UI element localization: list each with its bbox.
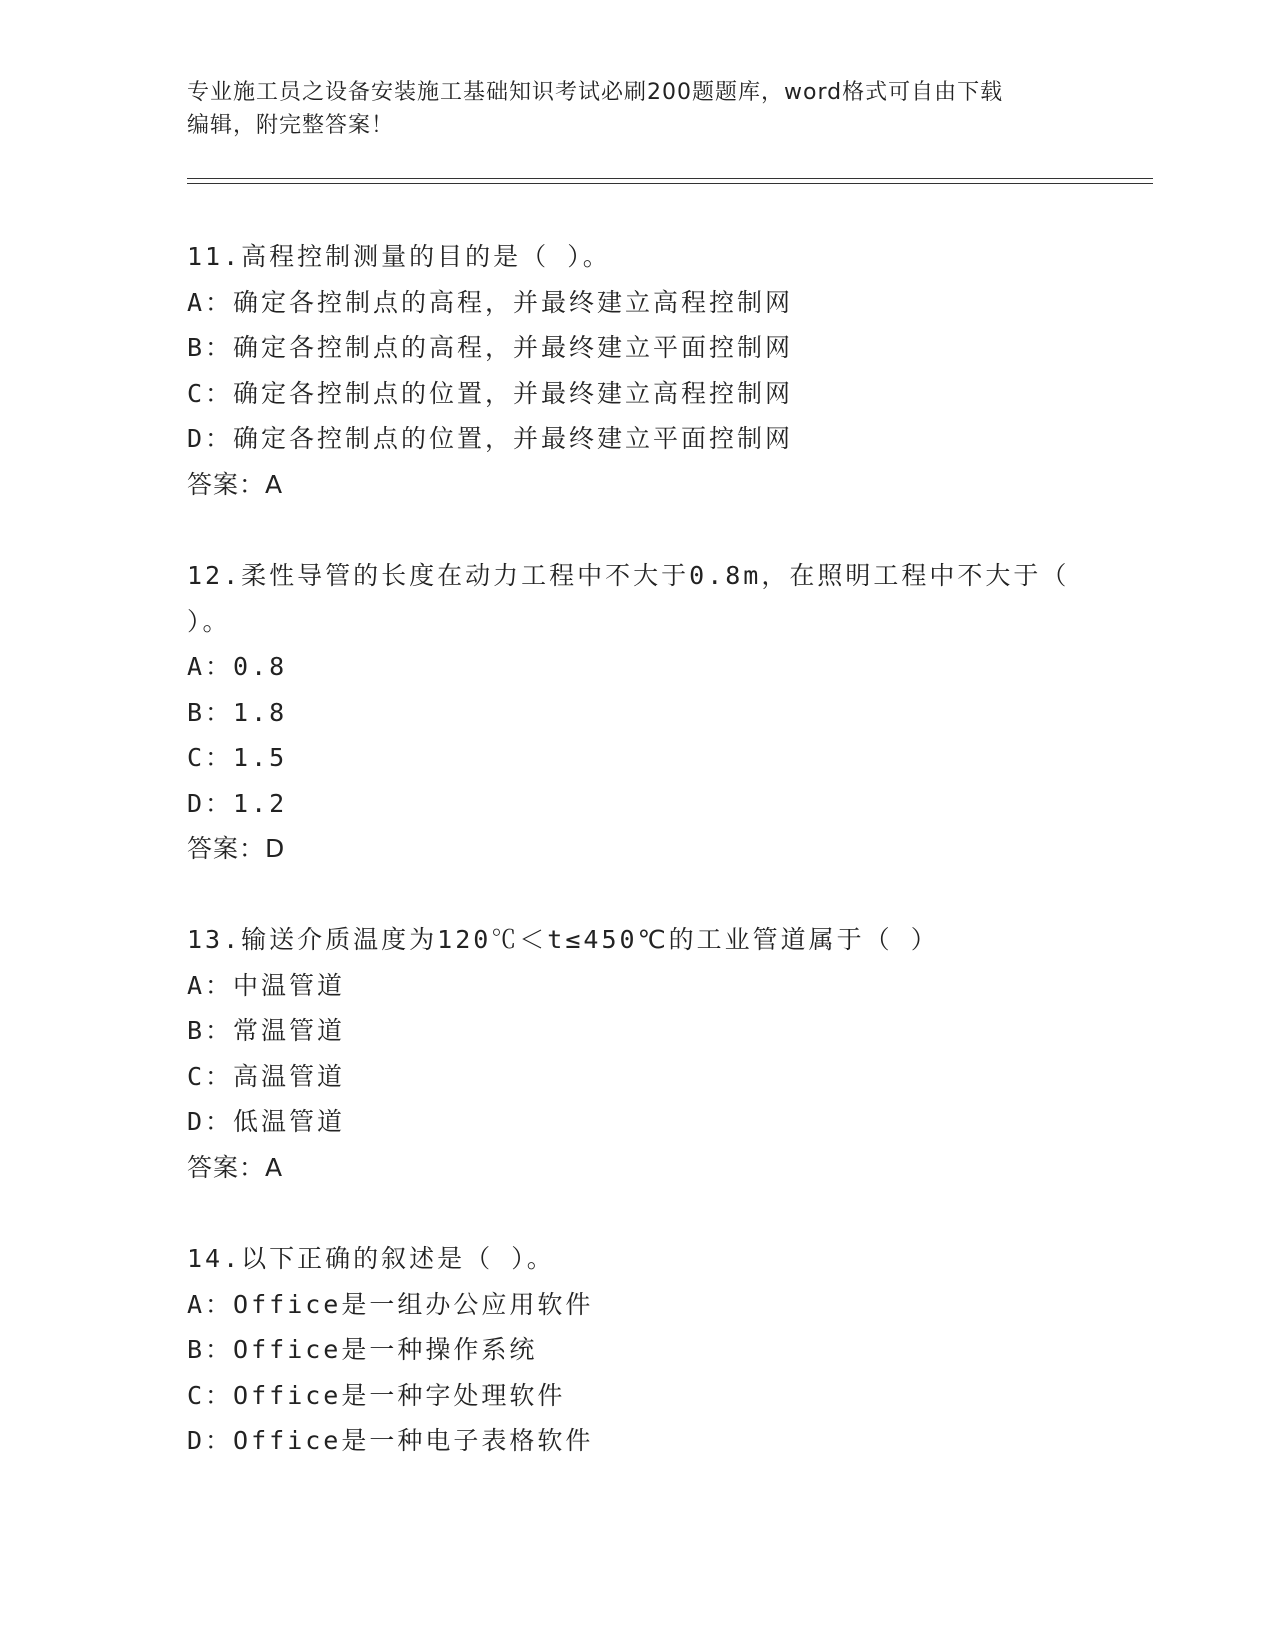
question-stem: 12.柔性导管的长度在动力工程中不大于0.8m，在照明工程中不大于（ ）。 — [187, 561, 1070, 636]
option-a: A：Office是一组办公应用软件 — [187, 1289, 594, 1319]
option-b: B：确定各控制点的高程，并最终建立平面控制网 — [187, 333, 794, 362]
question-11 — [187, 234, 1087, 507]
header-divider-top — [187, 178, 1153, 179]
question-13 — [187, 917, 1087, 1190]
option-c: C：确定各控制点的位置，并最终建立高程控制网 — [187, 378, 794, 408]
option-a: A：0.8 — [187, 652, 288, 681]
document-header — [187, 76, 1087, 142]
option-a: A：中温管道 — [187, 970, 346, 1000]
answer: 答案：D — [187, 834, 286, 863]
question-stem: 13.输送介质温度为120℃＜t≤450℃的工业管道属于（ ） — [187, 925, 939, 954]
question-12 — [187, 553, 1087, 872]
option-c: C：高温管道 — [187, 1061, 346, 1091]
answer: 答案：A — [187, 469, 284, 499]
header-divider-bottom — [187, 183, 1153, 184]
option-c: C：Office是一种字处理软件 — [187, 1380, 566, 1410]
option-d: D：Office是一种电子表格软件 — [187, 1426, 594, 1455]
header-title-line-1: 专业施工员之设备安装施工基础知识考试必刷200题题库，word格式可自由下载 — [187, 80, 1004, 105]
option-b: B：Office是一种操作系统 — [187, 1335, 538, 1364]
question-stem: 14.以下正确的叙述是（ ）。 — [187, 1244, 555, 1273]
option-b: B：1.8 — [187, 697, 288, 727]
option-d: D：确定各控制点的位置，并最终建立平面控制网 — [187, 424, 794, 453]
option-a: A：确定各控制点的高程，并最终建立高程控制网 — [187, 287, 794, 317]
option-d: D：1.2 — [187, 788, 288, 818]
option-b: B：常温管道 — [187, 1016, 346, 1045]
header-title-line-2: 编辑，附完整答案！ — [187, 113, 395, 138]
option-d: D：低温管道 — [187, 1107, 346, 1136]
answer: 答案：A — [187, 1152, 284, 1182]
option-c: C：1.5 — [187, 743, 288, 772]
question-14 — [187, 1236, 1087, 1464]
question-stem: 11.高程控制测量的目的是（ ）。 — [187, 242, 611, 271]
